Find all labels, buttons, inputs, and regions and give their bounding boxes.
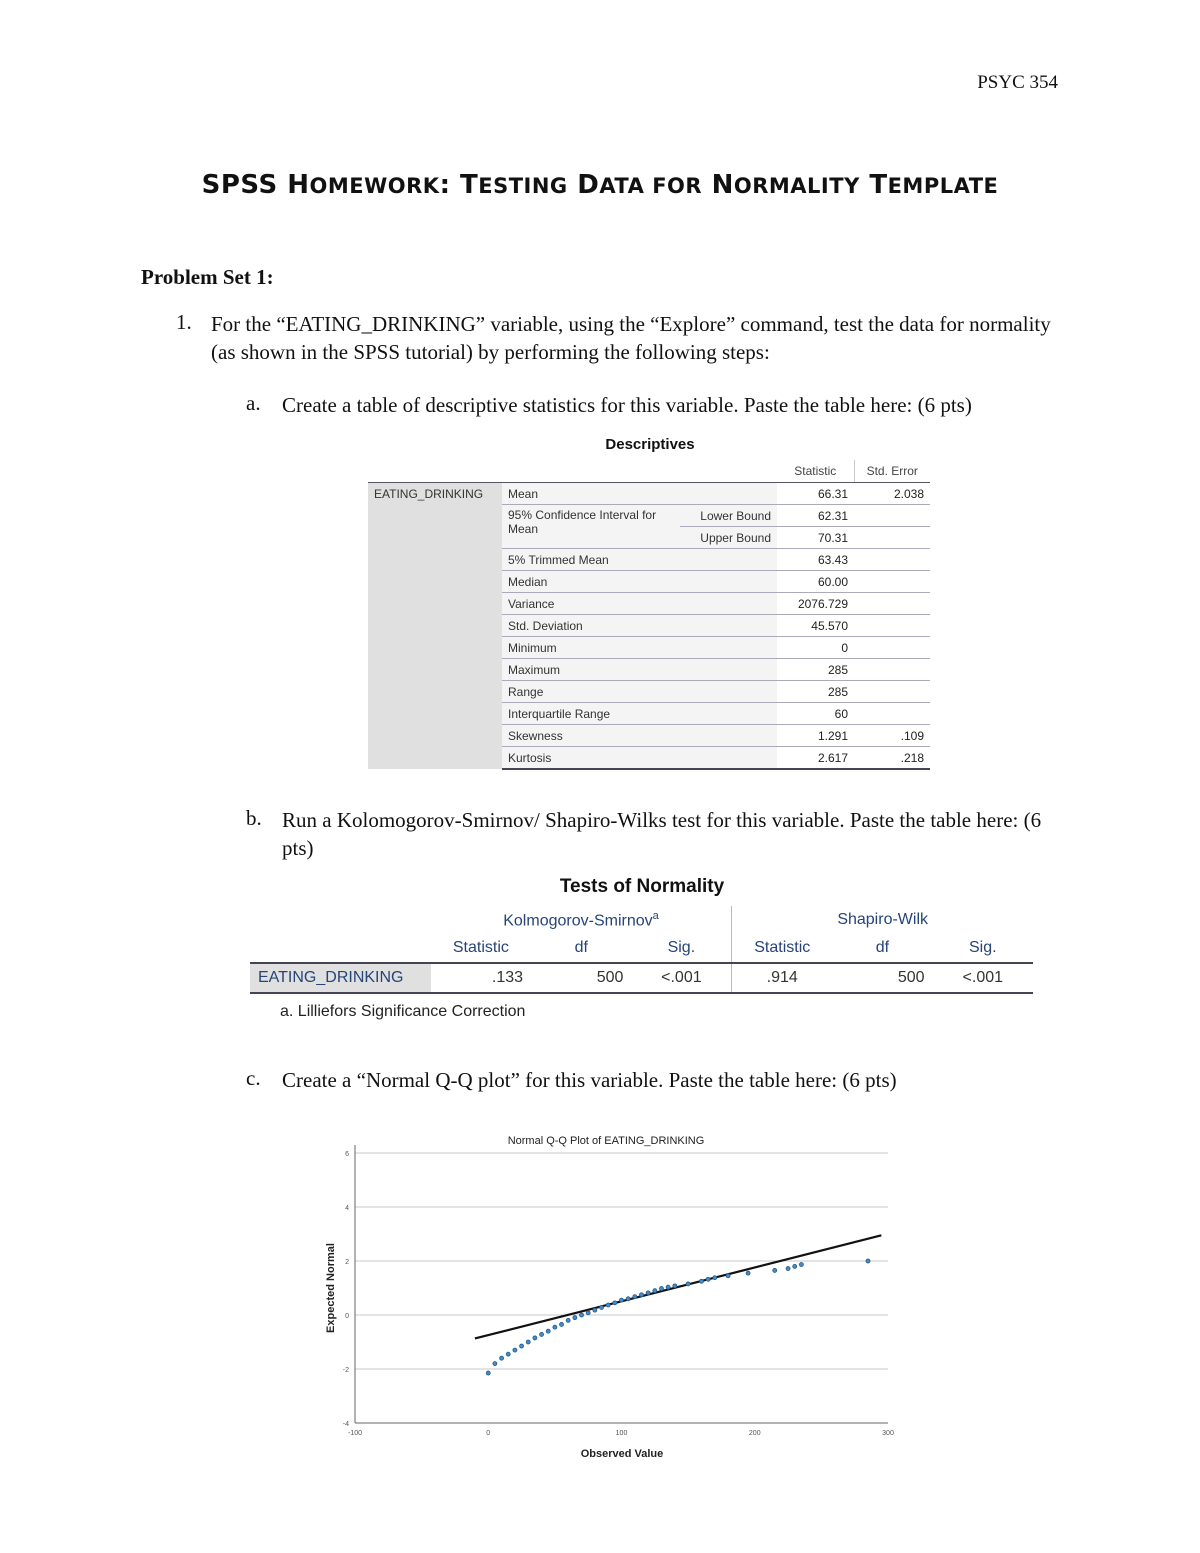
part-c-label: c. xyxy=(246,1066,261,1090)
y-tick-label: 2 xyxy=(345,1259,349,1266)
data-point xyxy=(706,1277,710,1281)
table-footnote: a. Lilliefors Significance Correction xyxy=(280,1003,526,1020)
data-point xyxy=(639,1293,643,1297)
ks-header xyxy=(431,906,732,934)
x-tick-label: -100 xyxy=(347,1430,363,1437)
title-part: T xyxy=(859,170,888,200)
data-point xyxy=(573,1316,577,1320)
data-point xyxy=(620,1298,624,1302)
stat-value: 60 xyxy=(777,703,854,725)
data-point xyxy=(526,1340,530,1344)
stat-value: 70.31 xyxy=(777,527,854,549)
column-header: Sig. xyxy=(968,939,997,956)
title-part: PSS H xyxy=(220,170,310,200)
stat-value: 45.570 xyxy=(777,615,854,637)
data-points xyxy=(486,1259,870,1375)
se-value xyxy=(854,505,930,527)
data-point xyxy=(560,1322,564,1326)
row-label: Range xyxy=(502,681,777,703)
title-part: ATA FOR xyxy=(599,174,703,198)
data-point xyxy=(546,1329,550,1333)
table-row xyxy=(250,963,1033,993)
data-point xyxy=(666,1285,670,1289)
x-tick-label: 200 xyxy=(748,1430,761,1437)
group-header-row xyxy=(250,906,1033,934)
row-label: 95% Confidence Interval for Mean xyxy=(502,505,680,549)
column-header: df xyxy=(875,939,890,956)
data-point xyxy=(633,1295,637,1299)
data-point xyxy=(786,1267,790,1271)
data-point xyxy=(866,1259,870,1263)
course-header: PSYC 354 xyxy=(977,72,1058,93)
row-label: Mean xyxy=(502,483,777,505)
axes xyxy=(355,1145,888,1423)
row-label: 5% Trimmed Mean xyxy=(502,549,777,571)
reference-line xyxy=(475,1235,881,1338)
stat-value: 63.43 xyxy=(777,549,854,571)
ks-sig: <.001 xyxy=(631,963,731,993)
normality-table xyxy=(250,906,1033,994)
row-label: Interquartile Range xyxy=(502,703,777,725)
table-row xyxy=(368,483,930,505)
column-header: Std. Error xyxy=(854,460,930,483)
y-tick-label: -2 xyxy=(342,1367,349,1374)
data-point xyxy=(653,1289,657,1293)
title-part: D xyxy=(567,170,600,200)
data-point xyxy=(773,1268,777,1272)
column-header: df xyxy=(574,939,588,956)
stat-value: 66.31 xyxy=(777,483,854,505)
part-a-text: Create a table of descriptive statistics for this variable. Paste the table here: (6 pts) xyxy=(282,393,972,417)
x-tick-label: 300 xyxy=(882,1430,894,1437)
row-sublabel: Upper Bound xyxy=(680,527,777,549)
title-part: S xyxy=(201,170,221,200)
sw-header: Shapiro-Wilk xyxy=(732,906,1033,934)
reference-line-segment xyxy=(475,1235,881,1338)
se-value xyxy=(854,527,930,549)
row-label: Variance xyxy=(502,593,777,615)
title-part: OMEWORK xyxy=(309,174,440,198)
title-part: ORMALITY xyxy=(733,174,860,198)
chart-title: Normal Q-Q Plot of EATING_DRINKING xyxy=(507,1135,705,1147)
se-value xyxy=(854,615,930,637)
row-label: Kurtosis xyxy=(502,747,777,770)
column-header-row xyxy=(250,934,1033,963)
stat-value: 0 xyxy=(777,637,854,659)
data-point xyxy=(686,1282,690,1286)
data-point xyxy=(600,1305,604,1309)
data-point xyxy=(646,1291,650,1295)
column-header: Statistic xyxy=(777,460,854,483)
title-part: : T xyxy=(439,170,479,200)
sw-statistic: .914 xyxy=(732,963,832,993)
data-point xyxy=(746,1271,750,1275)
data-point xyxy=(553,1325,557,1329)
stat-value: 60.00 xyxy=(777,571,854,593)
y-tick-label: 0 xyxy=(345,1313,349,1320)
column-header: Statistic xyxy=(732,934,832,963)
question-number: 1. xyxy=(176,310,192,334)
data-point xyxy=(540,1332,544,1336)
se-value xyxy=(854,703,930,725)
y-axis-label: Expected Normal xyxy=(325,1243,337,1333)
se-value xyxy=(854,593,930,615)
x-axis-label: Observed Value xyxy=(580,1448,664,1460)
part-b-text: Run a Kolomogorov-Smirnov/ Shapiro-Wilks test for this variable. Paste the table here: (6 pts) xyxy=(282,808,1042,860)
row-variable: EATING_DRINKING xyxy=(368,483,502,770)
y-tick-label: 4 xyxy=(345,1205,349,1212)
row-label: Skewness xyxy=(502,725,777,747)
part-c-text: Create a “Normal Q-Q plot” for this variable. Paste the table here: (6 pts) xyxy=(282,1068,897,1092)
y-tick-label: 6 xyxy=(345,1151,349,1158)
stat-value: 285 xyxy=(777,681,854,703)
se-value: 2.038 xyxy=(854,483,930,505)
se-value xyxy=(854,659,930,681)
se-value xyxy=(854,681,930,703)
column-header: Sig. xyxy=(667,939,696,956)
sw-df: 500 xyxy=(832,963,932,993)
row-label: Minimum xyxy=(502,637,777,659)
data-point xyxy=(533,1336,537,1340)
data-point xyxy=(486,1371,490,1375)
descriptives-table xyxy=(368,460,930,770)
data-point xyxy=(659,1287,663,1291)
se-value xyxy=(854,637,930,659)
data-point xyxy=(520,1344,524,1348)
stat-value: 2076.729 xyxy=(777,593,854,615)
stat-value: 285 xyxy=(777,659,854,681)
data-point xyxy=(580,1313,584,1317)
sw-sig: <.001 xyxy=(933,963,1033,993)
row-label: Maximum xyxy=(502,659,777,681)
part-a-label: a. xyxy=(246,391,261,415)
data-point xyxy=(713,1276,717,1280)
normality-title: Tests of Normality xyxy=(559,876,725,897)
data-point xyxy=(613,1301,617,1305)
data-point xyxy=(506,1352,510,1356)
title-part: ESTING xyxy=(478,174,568,198)
stat-value: 62.31 xyxy=(777,505,854,527)
data-point xyxy=(799,1263,803,1267)
stat-value: 1.291 xyxy=(777,725,854,747)
part-b-label: b. xyxy=(246,806,262,830)
descriptives-title: Descriptives xyxy=(605,436,695,453)
se-value xyxy=(854,549,930,571)
data-point xyxy=(500,1356,504,1360)
data-point xyxy=(626,1297,630,1301)
x-tick-label: 100 xyxy=(615,1430,628,1437)
title-part: N xyxy=(702,170,734,200)
qq-plot xyxy=(310,1125,910,1475)
title-part: EMPLATE xyxy=(887,174,999,198)
table-header-row xyxy=(368,460,930,483)
page-title xyxy=(0,170,1200,200)
data-point xyxy=(606,1303,610,1307)
data-point xyxy=(593,1308,597,1312)
row-label: Median xyxy=(502,571,777,593)
y-tick-label: -4 xyxy=(342,1421,349,1428)
problem-set-heading: Problem Set 1: xyxy=(141,265,274,289)
data-point xyxy=(726,1274,730,1278)
data-point xyxy=(493,1362,497,1366)
data-point xyxy=(673,1284,677,1288)
data-point xyxy=(513,1348,517,1352)
tick-labels xyxy=(343,1151,894,1437)
row-sublabel: Lower Bound xyxy=(680,505,777,527)
ks-statistic: .133 xyxy=(431,963,531,993)
data-point xyxy=(793,1264,797,1268)
question-text: For the “EATING_DRINKING” variable, using the “Explore” command, test the data for normality (as shown in the SPSS tutorial) by performing the following steps: xyxy=(211,312,1051,364)
grid-lines xyxy=(355,1153,888,1423)
stat-value: 2.617 xyxy=(777,747,854,770)
ks-footnote-mark: a xyxy=(652,909,659,922)
ks-header-label: Kolmogorov-Smirnov xyxy=(503,912,653,930)
data-point xyxy=(566,1318,570,1322)
se-value: .109 xyxy=(854,725,930,747)
data-point xyxy=(586,1311,590,1315)
column-header: Statistic xyxy=(452,939,509,956)
ks-df: 500 xyxy=(531,963,631,993)
se-value xyxy=(854,571,930,593)
row-variable: EATING_DRINKING xyxy=(250,963,431,993)
x-tick-label: 0 xyxy=(486,1430,491,1437)
data-point xyxy=(699,1279,703,1283)
row-label: Std. Deviation xyxy=(502,615,777,637)
se-value: .218 xyxy=(854,747,930,770)
